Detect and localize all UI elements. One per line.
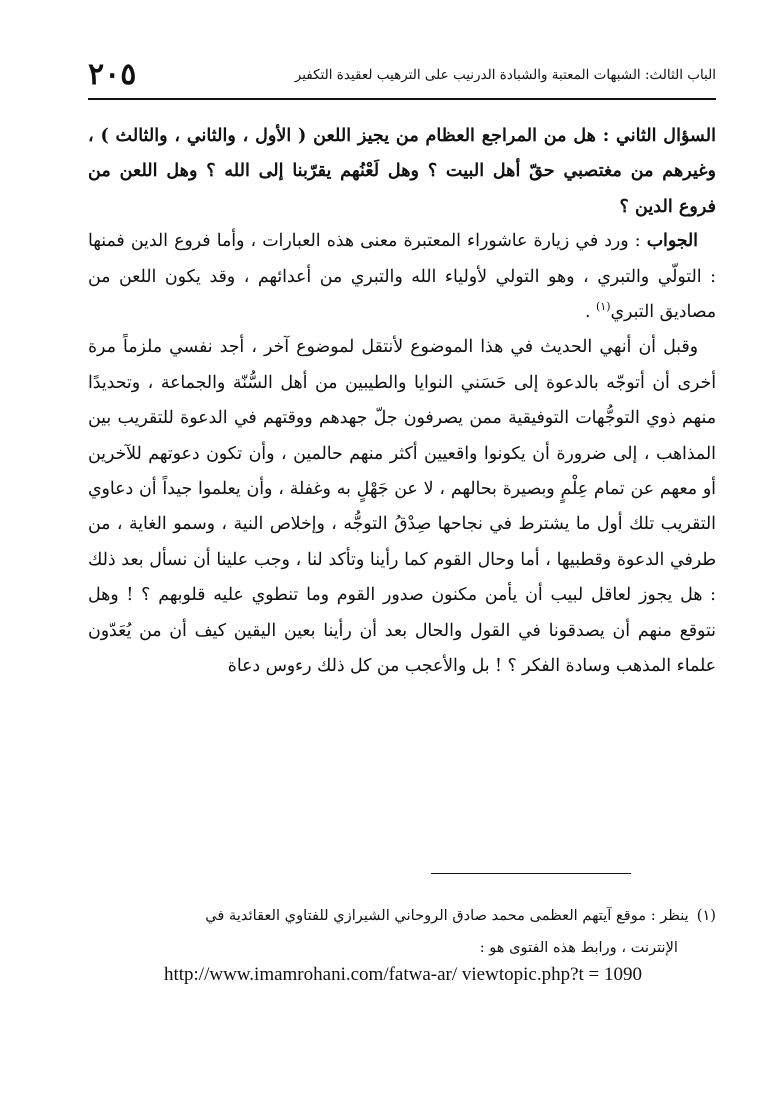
header-rule xyxy=(88,98,716,100)
main-text xyxy=(88,118,716,685)
answer-end: . xyxy=(585,302,591,323)
footnote-continuation: الإنترنت ، ورابط هذه الفتوى هو : xyxy=(479,939,678,956)
body-paragraph: وقبل أن أنهي الحديث في هذا الموضوع لأنتقل لموضوع آخر ، أجد نفسي ملزماً مرة أخرى أن أتوجّه بالدعوة إلى حَسَني النوايا والطيبين من أهل السُّنّة والجماعة ، وتحديدًا منهم ذوي التوجُّهات التوفيقية ممن يصرفون جلّ جهدهم ووقتهم في الدعوة للتقريب بين المذاهب ، إلى ضرورة أن يكونوا واقعيين أكثر منهم حالمين ، وأن تكون دعوتهم للآخرين أو معهم عن تمام عِلْمٍ وبصيرة بحالهم ، لا عن جَهْلٍ به وغفلة ، وأن يعلموا جيداً أن دعاوي التقريب تلك أول ما يشترط في نجاحها صِدْقُ التوجُّه ، وإخلاص النية ، وسمو الغاية ، من طرفي الدعوة وقطبيها ، أما وحال القوم كما رأينا وتأكد لنا ، وجب علينا أن نسأل بعد ذلك : هل يجوز لعاقل لبيب أن يأمن مكنون صدور القوم وما تنطوي عليه قلوبهم ؟ ! وهل نتوقع منهم أن يصدقونا في القول والحال بعد أن رأينا بعين اليقين كيف أن من يُعَدّون علماء المذهب وسادة الفكر ؟ ! بل والأعجب من كل ذلك رءوس دعاة xyxy=(88,337,716,677)
footnote-url: http://www.imamrohani.com/fatwa-ar/ viewtopic.php?t = 1090 xyxy=(163,964,643,985)
question-label: السؤال الثاني xyxy=(616,125,716,146)
answer-label: الجواب xyxy=(646,231,698,252)
page-number: ٢٠٥ xyxy=(88,57,137,92)
answer-paragraph xyxy=(88,224,716,330)
question-paragraph xyxy=(88,118,716,224)
footnote-text: ينظر : موقع آيتهم العظمى محمد صادق الروحاني الشيرازي للفتاوي العقائدية في xyxy=(205,907,689,924)
running-title: الباب الثالث: الشبهات المعتبة والشبادة الدرنيب على الترهيب لعقيدة التكفير xyxy=(294,67,716,83)
footnote xyxy=(88,900,716,964)
answer-text: : ورد في زيارة عاشوراء المعتبرة معنى هذه العبارات ، وأما فروع الدين فمنها : التولّي والتبري ، وهو التولي لأولياء الله والتبري من أعدائهم ، وقد يكون اللعن من مصاديق التبري xyxy=(88,231,716,323)
footnote-reference: (١) xyxy=(596,300,611,314)
footnote-marker: (١) xyxy=(696,907,716,924)
page-header xyxy=(88,58,716,96)
footnote-line xyxy=(88,900,716,932)
question-text: : هل من المراجع العظام من يجيز اللعن ( الأول ، والثاني ، والثالث ) ، وغيرهم من مغتصبي حقّ أهل البيت ؟ وهل لَعْنُهم يقرّبنا إلى الله ؟ وهل اللعن من فروع الدين ؟ xyxy=(88,125,716,217)
footnote-separator xyxy=(431,873,631,874)
